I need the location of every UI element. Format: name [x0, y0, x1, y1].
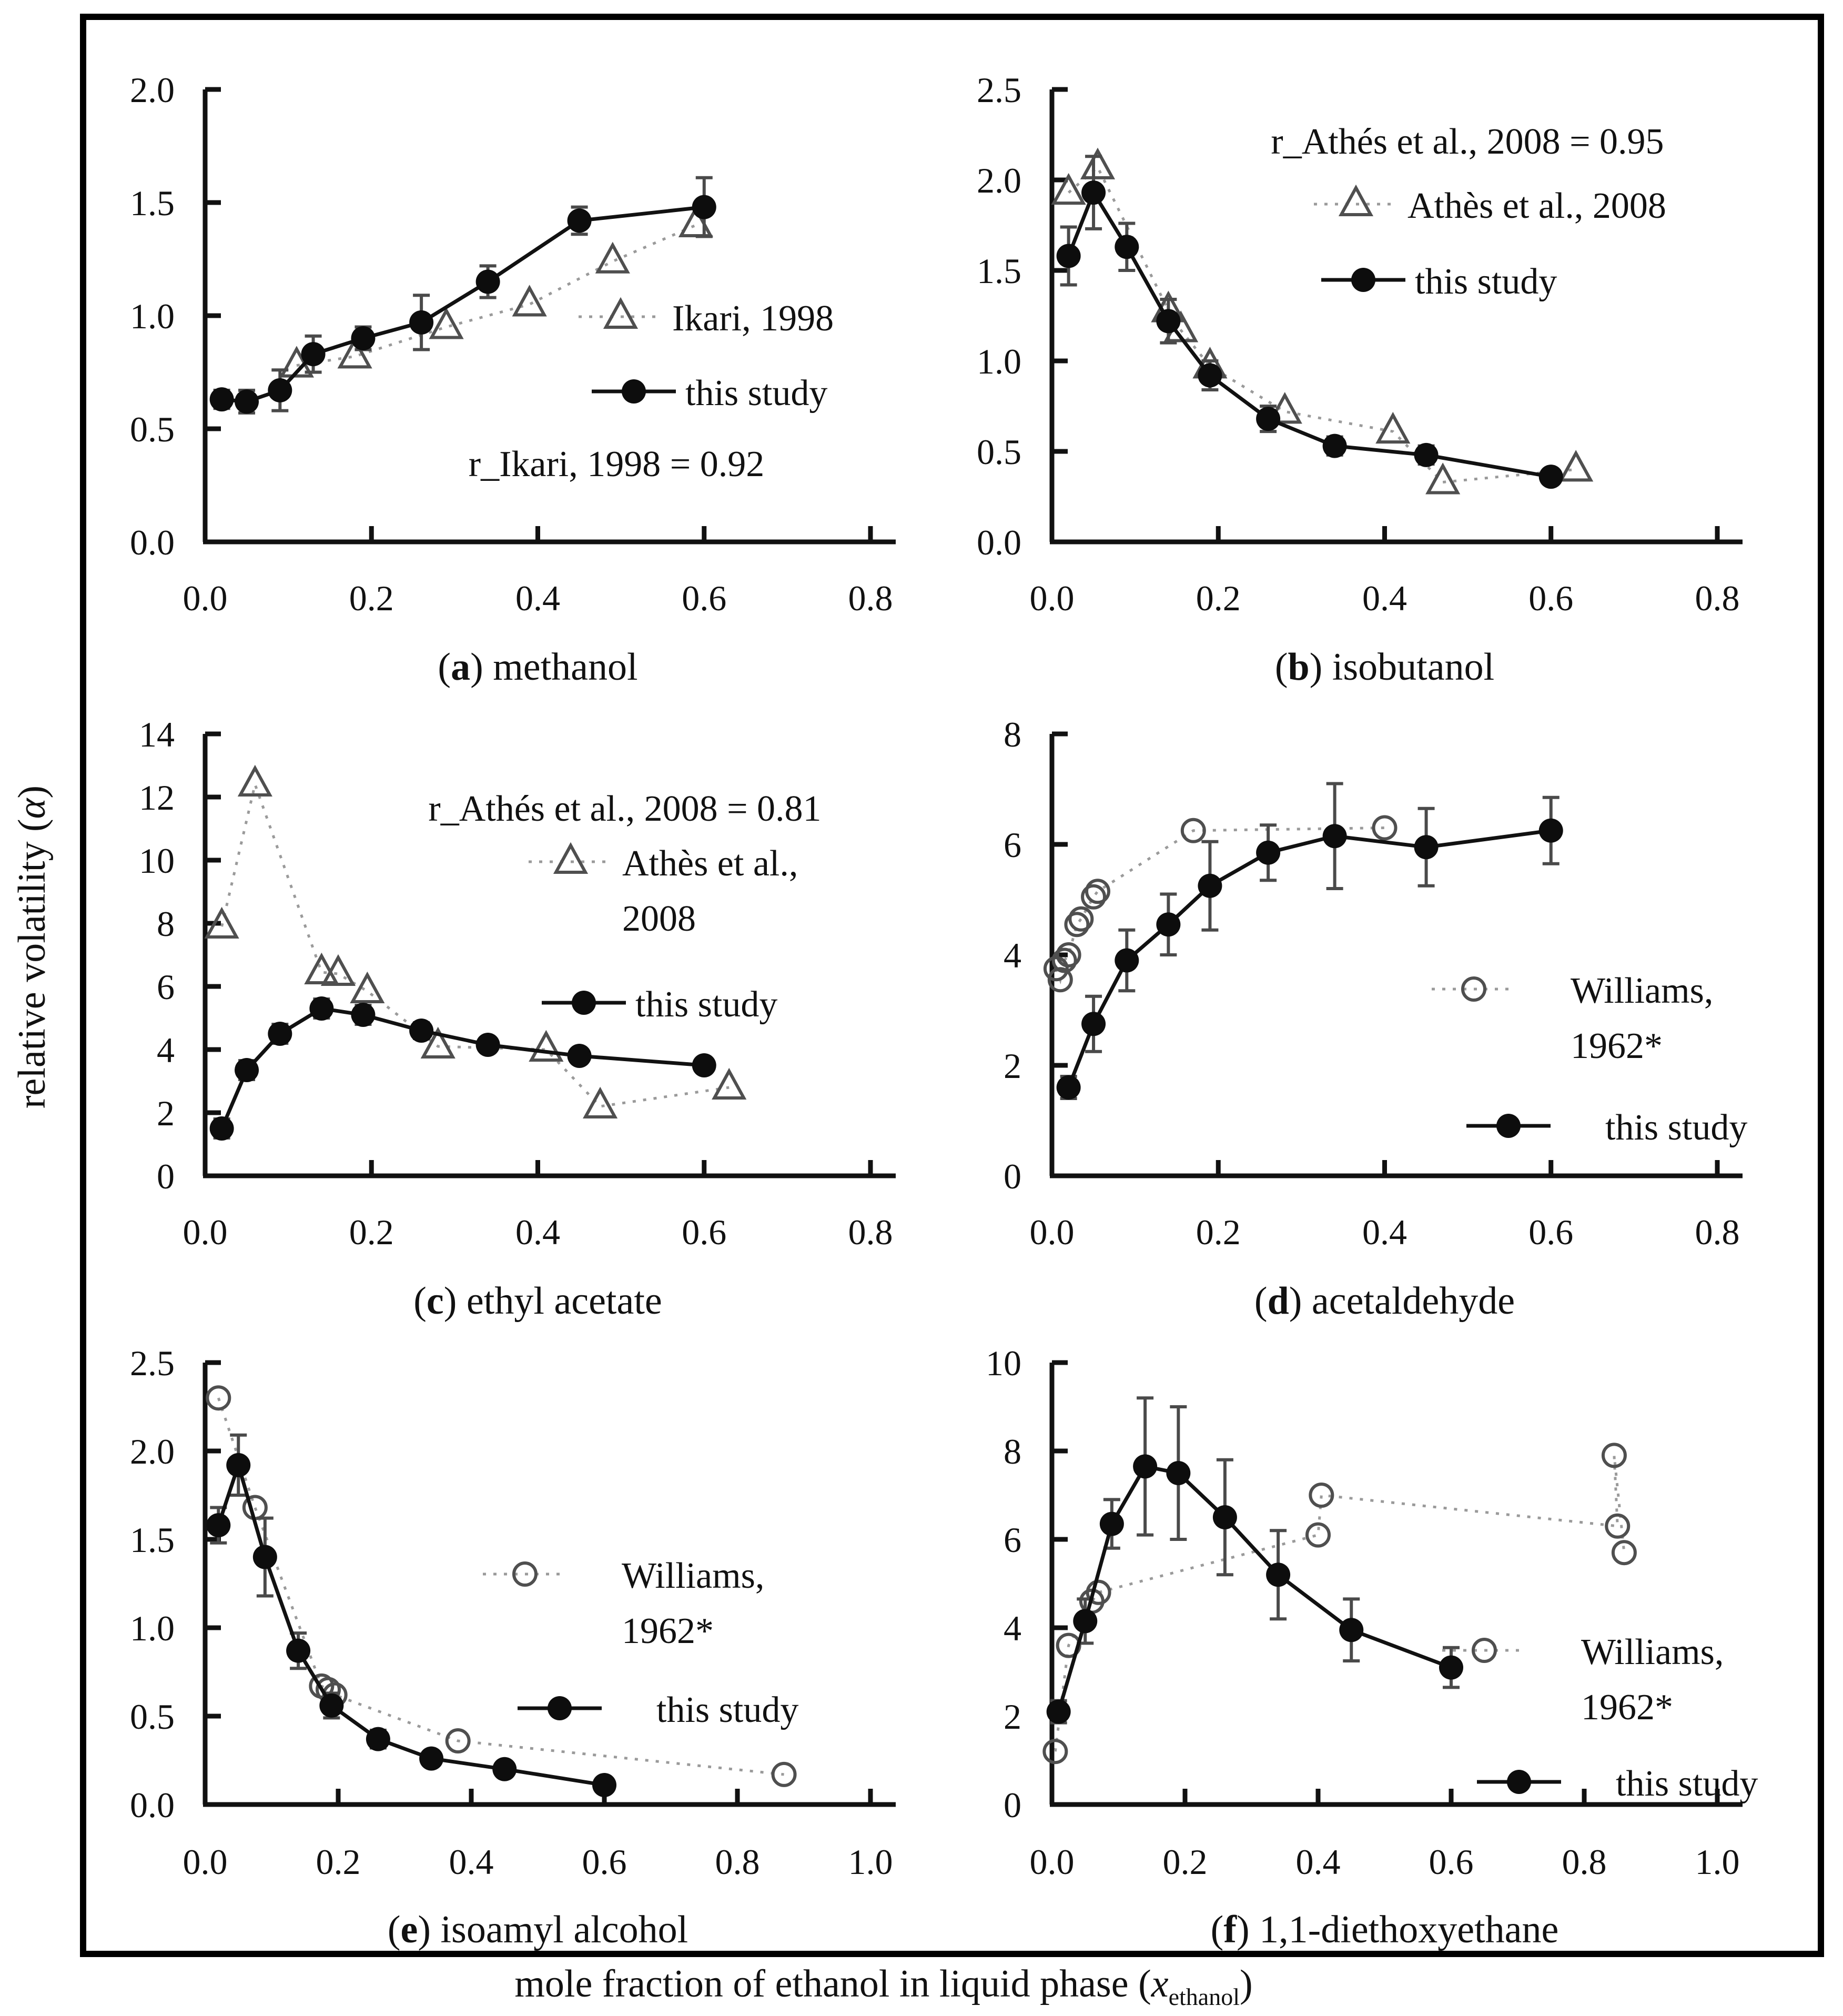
x-tick-label: 0.2 — [316, 1842, 361, 1882]
y-tick-label: 1.5 — [977, 251, 1021, 291]
filled-circle-marker-icon — [1266, 1563, 1290, 1587]
panel-caption: (a) methanol — [438, 646, 638, 689]
x-tick-label: 1.0 — [1695, 1842, 1740, 1882]
filled-circle-marker-icon — [253, 1545, 277, 1569]
legend-ref-label: 2008 — [622, 899, 696, 939]
y-tick-label: 0.0 — [977, 522, 1021, 562]
x-tick-label: 0.8 — [848, 578, 893, 618]
x-tick-label: 0.2 — [349, 1212, 394, 1252]
filled-circle-marker-icon — [1115, 235, 1139, 259]
x-tick-label: 0.0 — [1029, 1212, 1075, 1252]
x-tick-label: 0.8 — [1562, 1842, 1607, 1882]
y-tick-label: 10 — [139, 841, 175, 881]
panel-caption: (b) isobutanol — [1274, 646, 1495, 689]
filled-circle-marker-icon — [476, 270, 500, 294]
filled-circle-marker-icon — [1256, 407, 1280, 431]
y-tick-label: 12 — [139, 778, 175, 818]
filled-circle-marker-icon — [206, 1513, 230, 1537]
x-tick-label: 0.2 — [349, 578, 394, 618]
legend-ref-label: Williams, — [622, 1556, 765, 1596]
filled-circle-marker-icon — [1351, 268, 1375, 292]
filled-circle-marker-icon — [1057, 244, 1081, 268]
legend-this-label: this study — [635, 984, 778, 1025]
filled-circle-marker-icon — [1047, 1700, 1071, 1724]
filled-circle-marker-icon — [1198, 364, 1222, 388]
filled-circle-marker-icon — [1323, 824, 1347, 848]
filled-circle-marker-icon — [1414, 443, 1439, 467]
x-tick-label: 0.4 — [449, 1842, 494, 1882]
legend-ref-label: Athès et al., — [622, 843, 798, 884]
x-tick-label: 0.2 — [1196, 1212, 1241, 1252]
x-tick-label: 0.6 — [1429, 1842, 1474, 1882]
filled-circle-marker-icon — [226, 1453, 250, 1477]
filled-circle-marker-icon — [568, 208, 592, 233]
x-tick-label: 0.6 — [1528, 1212, 1574, 1252]
correlation-annotation: r_Athés et al., 2008 = 0.81 — [428, 789, 822, 829]
filled-circle-marker-icon — [1256, 841, 1280, 865]
filled-circle-marker-icon — [210, 387, 234, 411]
y-tick-label: 0.5 — [977, 432, 1021, 472]
y-tick-label: 8 — [1004, 714, 1021, 754]
filled-circle-marker-icon — [1414, 835, 1439, 859]
filled-circle-marker-icon — [492, 1757, 517, 1781]
filled-circle-marker-icon — [592, 1773, 616, 1797]
y-tick-label: 1.0 — [130, 1608, 175, 1648]
panel-caption: (d) acetaldehyde — [1254, 1279, 1515, 1323]
panel-caption: (e) isoamyl alcohol — [387, 1908, 688, 1951]
y-tick-label: 0.0 — [130, 522, 175, 562]
filled-circle-marker-icon — [268, 1022, 292, 1046]
y-tick-label: 8 — [157, 904, 175, 944]
legend-ref-label: Athès et al., 2008 — [1407, 186, 1666, 226]
filled-circle-marker-icon — [1073, 1609, 1097, 1633]
filled-circle-marker-icon — [235, 389, 259, 414]
filled-circle-marker-icon — [1081, 1012, 1106, 1036]
y-tick-label: 0 — [1004, 1785, 1021, 1825]
filled-circle-marker-icon — [1166, 1461, 1190, 1485]
correlation-annotation: r_Ikari, 1998 = 0.92 — [468, 444, 765, 485]
legend-ref-label: 1962* — [622, 1611, 714, 1651]
correlation-annotation: r_Athés et al., 2008 = 0.95 — [1271, 122, 1664, 162]
y-tick-label: 2 — [157, 1093, 175, 1133]
x-tick-label: 0.4 — [1362, 578, 1407, 618]
y-tick-label: 2.0 — [130, 1432, 175, 1471]
y-tick-label: 1.0 — [977, 341, 1021, 381]
y-tick-label: 1.5 — [130, 1520, 175, 1560]
filled-circle-marker-icon — [210, 1116, 234, 1141]
filled-circle-marker-icon — [568, 1044, 592, 1068]
filled-circle-marker-icon — [1081, 180, 1106, 205]
y-tick-label: 2.5 — [977, 70, 1021, 110]
x-tick-label: 0.6 — [1528, 578, 1574, 618]
y-tick-label: 2.0 — [130, 70, 175, 110]
y-tick-label: 10 — [986, 1343, 1021, 1383]
y-tick-label: 6 — [157, 967, 175, 1007]
y-tick-label: 6 — [1004, 825, 1021, 865]
legend-this-label: this study — [1415, 261, 1557, 302]
legend-ref-label: 1962* — [1581, 1687, 1673, 1728]
filled-circle-marker-icon — [419, 1747, 443, 1771]
y-tick-label: 0.5 — [130, 409, 175, 449]
y-tick-label: 2 — [1004, 1697, 1021, 1737]
legend-this-label: this study — [685, 373, 828, 414]
x-tick-label: 0.4 — [515, 578, 560, 618]
filled-circle-marker-icon — [351, 326, 375, 350]
y-tick-label: 0.5 — [130, 1697, 175, 1737]
x-tick-label: 0.0 — [1029, 578, 1075, 618]
filled-circle-marker-icon — [1156, 912, 1180, 936]
filled-circle-marker-icon — [301, 342, 326, 366]
filled-circle-marker-icon — [309, 996, 333, 1021]
x-tick-label: 0.8 — [1695, 578, 1740, 618]
y-tick-label: 2.5 — [130, 1343, 175, 1383]
legend-ref-label: Ikari, 1998 — [672, 298, 834, 339]
y-tick-label: 14 — [139, 714, 175, 754]
x-tick-label: 0.6 — [682, 1212, 727, 1252]
filled-circle-marker-icon — [409, 1019, 433, 1043]
filled-circle-marker-icon — [268, 378, 292, 402]
filled-circle-marker-icon — [1057, 1075, 1081, 1100]
x-tick-label: 0.8 — [715, 1842, 760, 1882]
filled-circle-marker-icon — [366, 1727, 390, 1751]
filled-circle-marker-icon — [476, 1033, 500, 1057]
filled-circle-marker-icon — [1133, 1454, 1157, 1478]
x-tick-label: 0.4 — [1295, 1842, 1341, 1882]
y-tick-label: 4 — [1004, 1608, 1021, 1648]
filled-circle-marker-icon — [1507, 1770, 1531, 1794]
filled-circle-marker-icon — [548, 1696, 572, 1720]
x-tick-label: 0.8 — [1695, 1212, 1740, 1252]
filled-circle-marker-icon — [1115, 949, 1139, 973]
filled-circle-marker-icon — [351, 1003, 375, 1027]
filled-circle-marker-icon — [1198, 874, 1222, 898]
y-tick-label: 1.5 — [130, 183, 175, 223]
x-tick-label: 0.6 — [682, 578, 727, 618]
legend-ref-label: 1962* — [1571, 1026, 1663, 1066]
y-tick-label: 0 — [1004, 1156, 1021, 1196]
legend-this-label: this study — [1605, 1107, 1748, 1148]
filled-circle-marker-icon — [1496, 1114, 1521, 1138]
legend-ref-label: Williams, — [1571, 971, 1714, 1011]
x-tick-label: 0.2 — [1162, 1842, 1208, 1882]
y-tick-label: 4 — [1004, 935, 1021, 975]
y-axis-title: relative volatility (α) — [11, 785, 54, 1109]
filled-circle-marker-icon — [286, 1639, 310, 1663]
filled-circle-marker-icon — [692, 1053, 716, 1077]
legend-ref-label: Williams, — [1581, 1632, 1724, 1672]
y-tick-label: 0 — [157, 1156, 175, 1196]
x-tick-label: 0.0 — [183, 1212, 228, 1252]
legend-this-label: this study — [1616, 1763, 1758, 1804]
x-tick-label: 0.6 — [582, 1842, 627, 1882]
x-tick-label: 0.0 — [1029, 1842, 1075, 1882]
y-tick-label: 2 — [1004, 1046, 1021, 1086]
y-tick-label: 4 — [157, 1030, 175, 1070]
x-tick-label: 0.0 — [183, 1842, 228, 1882]
filled-circle-marker-icon — [1539, 819, 1563, 843]
x-tick-label: 0.8 — [848, 1212, 893, 1252]
x-tick-label: 0.0 — [183, 578, 228, 618]
filled-circle-marker-icon — [692, 195, 716, 219]
legend-this-label: this study — [656, 1690, 799, 1730]
filled-circle-marker-icon — [1539, 465, 1563, 489]
x-tick-label: 1.0 — [848, 1842, 893, 1882]
filled-circle-marker-icon — [572, 991, 596, 1015]
y-tick-label: 1.0 — [130, 296, 175, 336]
filled-circle-marker-icon — [409, 310, 433, 335]
filled-circle-marker-icon — [1323, 434, 1347, 458]
filled-circle-marker-icon — [235, 1058, 259, 1082]
filled-circle-marker-icon — [1213, 1505, 1237, 1529]
x-tick-label: 0.4 — [1362, 1212, 1407, 1252]
panel-caption: (f) 1,1-diethoxyethane — [1210, 1908, 1559, 1951]
y-tick-label: 6 — [1004, 1520, 1021, 1560]
y-tick-label: 2.0 — [977, 160, 1021, 200]
y-tick-label: 0.0 — [130, 1785, 175, 1825]
filled-circle-marker-icon — [1439, 1656, 1463, 1680]
filled-circle-marker-icon — [1156, 309, 1180, 333]
filled-circle-marker-icon — [622, 379, 646, 404]
x-axis-title: mole fraction of ethanol in liquid phase $(x_{ethanol})$ — [514, 1962, 1253, 2010]
y-tick-label: 8 — [1004, 1432, 1021, 1471]
panel-caption: (c) ethyl acetate — [413, 1279, 662, 1323]
x-tick-label: 0.4 — [515, 1212, 560, 1252]
filled-circle-marker-icon — [1339, 1618, 1363, 1642]
x-tick-label: 0.2 — [1196, 578, 1241, 618]
filled-circle-marker-icon — [319, 1694, 343, 1718]
filled-circle-marker-icon — [1100, 1512, 1124, 1536]
